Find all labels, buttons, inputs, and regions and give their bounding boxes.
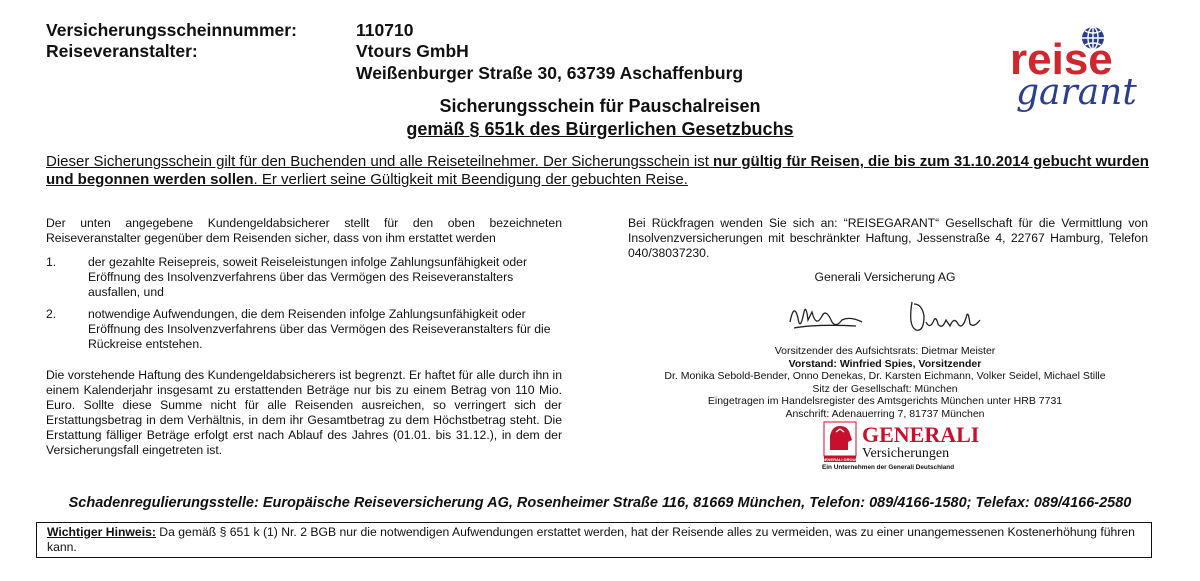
svg-text:garant: garant (1016, 72, 1137, 112)
contact-paragraph: Bei Rückfragen wenden Sie sich an: “REISEGARANT“ Gesellschaft für die Vermittlung von Insolvenzversicherungen mit beschränkter Haftung, Jessenstraße 4, 22767 Hamburg, Telefon 040/38037230. (628, 216, 1148, 260)
policy-number-value: 110710 (356, 20, 414, 40)
company-address: Anschrift: Adenauerring 7, 81737 München (785, 407, 985, 420)
insurer-name: Generali Versicherung AG (814, 270, 956, 284)
list-item-1-text: der gezahlte Reisepreis, soweit Reiseleistungen infolge Zahlungsunfähigkeit oder Eröffnung des Insolvenzverfahrens über das Vermögen des Reiseveranstalters ausfallen, und (88, 255, 528, 299)
operator-address: Weißenburger Straße 30, 63739 Aschaffenburg (356, 63, 744, 83)
operator-name: Vtours GmbH (356, 41, 469, 61)
important-notice-box (36, 522, 1152, 558)
svg-text:Versicherungen: Versicherungen (862, 446, 950, 461)
svg-text:GENERALI GROUP: GENERALI GROUP (822, 457, 859, 462)
left-paragraph-2: Die vorstehende Haftung des Kundengeldabsicherers ist begrenzt. Er haftet für alle durch ihn in einem Kalenderjahr insgesamt zu erstattenden Beträge nur bis zu einem Betrag von 110 Mio. Euro. Sollte diese Summe nicht für alle Reisenden ausreichen, so verringert sich der Erstattungsbetrag in dem Verhältnis, in dem ihr Gesamtbetrag zu dem Höchstbetrag steht. Die Erstattung fälliger Beträge erfolgt erst nach Ablauf des Jahres (01.01. bis 31.12.), in dem der Versicherungsfall eingetreten ist. (46, 368, 562, 457)
svg-text:Ein Unternehmen der Generali D: Ein Unternehmen der Generali Deutschland (822, 464, 955, 471)
intro-text-1: Dieser Sicherungsschein gilt für den Buchenden und alle Reiseteilnehmer. Der Sicherungsschein ist (46, 153, 714, 170)
policy-number-label: Versicherungsscheinnummer: (46, 20, 297, 40)
intro-text-2: . Er verliert seine Gültigkeit mit Beendigung der gebuchten Reise. (253, 171, 688, 188)
list-item-2-text: notwendige Aufwendungen, die dem Reisenden infolge Zahlungsunfähigkeit oder Eröffnung des Insolvenzverfahrens über das Vermögen des Reiseveranstalters für die Rückreise entstehen. (88, 307, 551, 351)
operator-label: Reiseveranstalter: (46, 41, 198, 61)
board-ceo: Vorstand: Winfried Spies, Vorsitzender (788, 357, 982, 370)
left-paragraph-1: Der unten angegebene Kundengeldabsicherer stellt für den oben bezeichneten Reiseveranstalter gegenüber dem Reisenden sicher, dass von ihm erstattet werden (46, 216, 562, 245)
generali-logo (822, 420, 1012, 472)
list-item-2-number: 2. (46, 307, 57, 321)
board-members: Dr. Monika Sebold-Bender, Onno Denekas, Dr. Karsten Eichmann, Volker Seidel, Michael Stille (664, 370, 1106, 382)
list-item-1-number: 1. (46, 255, 57, 269)
lion-icon (824, 422, 856, 456)
signature-2 (906, 296, 986, 338)
intro-bold-text: nur gültig für Reisen, die bis zum 31.10.2014 gebucht wurden und begonnen werden sollen (46, 153, 1149, 188)
signature-1 (786, 298, 866, 338)
commercial-register: Eingetragen im Handelsregister des Amtsgerichts München unter HRB 7731 (707, 395, 1063, 407)
document-title: Sicherungsschein für Pauschalreisen (439, 96, 761, 116)
document-subtitle: gemäß § 651k des Bürgerlichen Gesetzbuchs (406, 119, 794, 139)
svg-text:GENERALI: GENERALI (862, 422, 980, 447)
intro-paragraph (46, 153, 1156, 189)
board-block (620, 345, 1150, 420)
notice-text: Da gemäß § 651 k (1) Nr. 2 BGB nur die notwendigen Aufwendungen erstattet werden, hat der Reisende alles zu vermeiden, was zu einer unangemessenen Kostenerhöhung führen kann. (47, 525, 1135, 554)
notice-label: Wichtiger Hinweis: (47, 525, 156, 539)
svg-text:reise: reise (1010, 35, 1113, 84)
board-chair: Vorsitzender des Aufsichtsrats: Dietmar Meister (774, 345, 996, 357)
claims-office: Schadenregulierungsstelle: Europäische Reiseversicherung AG, Rosenheimer Straße 116, 81669 München, Telefon: 089/4166-1580; Telefax: 089/4166-2580 (68, 495, 1132, 511)
company-seat: Sitz der Gesellschaft: München (812, 382, 958, 395)
